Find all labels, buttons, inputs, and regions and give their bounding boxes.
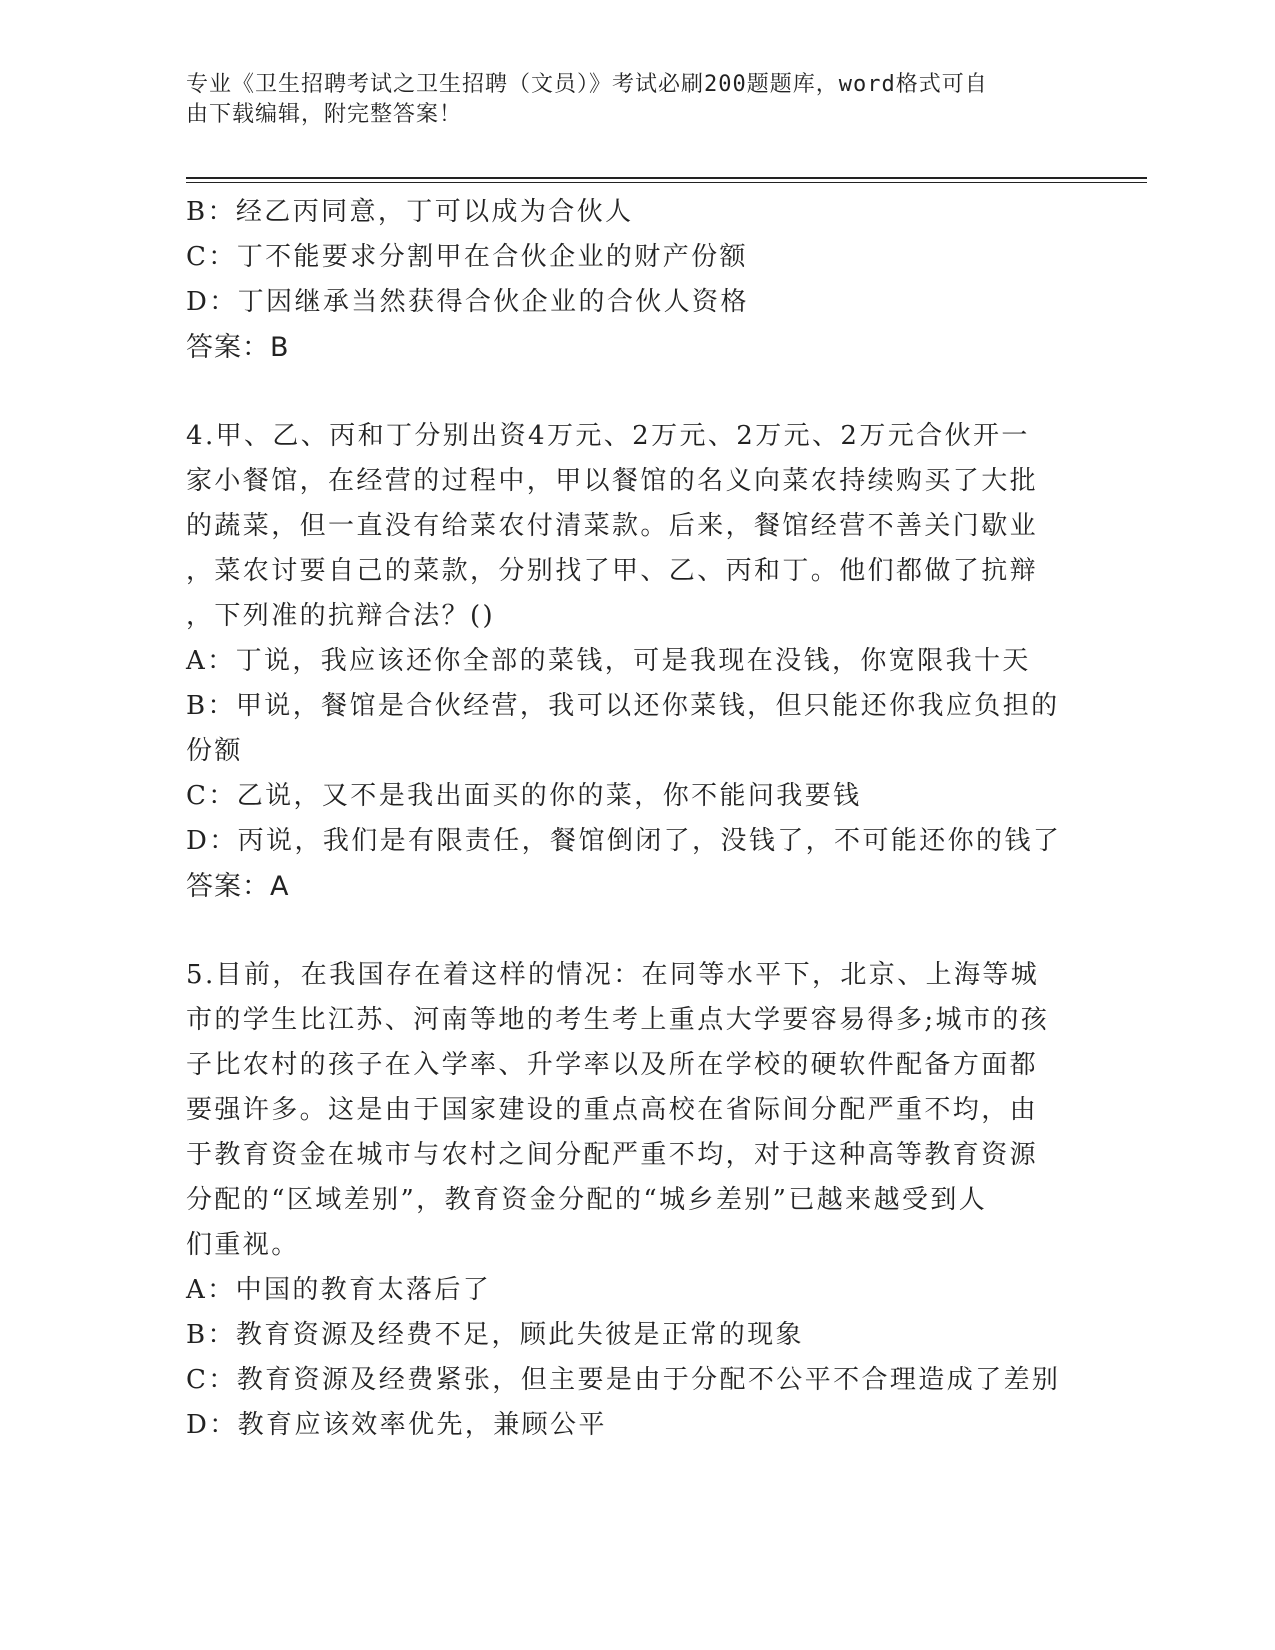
question-5: [186, 953, 1086, 1448]
q3-option-c: C：丁不能要求分割甲在合伙企业的财产份额: [186, 242, 748, 272]
question-4: [186, 414, 1086, 909]
q4-stem-line: 的蔬菜，但一直没有给菜农付清菜款。后来，餐馆经营不善关门歇业: [186, 511, 1039, 541]
q4-stem-line: ，菜农讨要自己的菜款，分别找了甲、乙、丙和丁。他们都做了抗辩: [186, 556, 1039, 586]
q5-stem-line: 分配的“区域差别”，教育资金分配的“城乡差别”已越来越受到人: [186, 1185, 988, 1215]
q3-answer: 答案：B: [186, 332, 290, 363]
section-gap: [186, 909, 1086, 953]
q4-option-a: A：丁说，我应该还你全部的菜钱，可是我现在没钱，你宽限我十天: [186, 646, 1031, 676]
q5-stem-line: 于教育资金在城市与农村之间分配严重不均，对于这种高等教育资源: [186, 1140, 1039, 1170]
q5-option-b: B：教育资源及经费不足，顾此失彼是正常的现象: [186, 1320, 804, 1350]
page-header: [186, 70, 1076, 130]
q3-option-b: B：经乙丙同意，丁可以成为合伙人: [186, 197, 634, 227]
q4-option-b-continued: 份额: [186, 736, 243, 766]
q4-answer: 答案：A: [186, 871, 290, 902]
section-gap: [186, 370, 1086, 414]
q3-option-d: D：丁因继承当然获得合伙企业的合伙人资格: [186, 287, 749, 317]
q5-option-c: C：教育资源及经费紧张，但主要是由于分配不公平不合理造成了差别: [186, 1365, 1061, 1395]
q4-stem-line: 家小餐馆，在经营的过程中，甲以餐馆的名义向菜农持续购买了大批: [186, 466, 1039, 496]
q5-stem-line: 子比农村的孩子在入学率、升学率以及所在学校的硬软件配备方面都: [186, 1050, 1039, 1080]
header-rule-thin: [186, 182, 1147, 183]
q4-option-c: C：乙说，又不是我出面买的你的菜，你不能问我要钱: [186, 781, 862, 811]
q5-stem-line: 要强许多。这是由于国家建设的重点高校在省际间分配严重不均，由: [186, 1095, 1039, 1125]
q4-stem-line: 4.甲、乙、丙和丁分别出资4万元、2万元、2万元、2万元合伙开一: [186, 421, 1030, 451]
q5-stem-line: 5.目前，在我国存在着这样的情况：在同等水平下，北京、上海等城: [186, 960, 1040, 990]
q5-option-d: D：教育应该效率优先，兼顾公平: [186, 1410, 607, 1440]
q4-option-b: B：甲说，餐馆是合伙经营，我可以还你菜钱，但只能还你我应负担的: [186, 691, 1060, 721]
q4-stem-line: ，下列准的抗辩合法？(): [186, 601, 496, 631]
header-line-1: 专业《卫生招聘考试之卫生招聘（文员）》考试必刷200题题库，word格式可自: [186, 72, 988, 97]
header-rule-thick: [186, 177, 1147, 179]
q5-stem-line: 市的学生比江苏、河南等地的考生考上重点大学要容易得多;城市的孩: [186, 1005, 1050, 1035]
header-line-2: 由下载编辑，附完整答案！: [186, 102, 463, 127]
q5-stem-line: 们重视。: [186, 1230, 300, 1260]
q4-option-d: D：丙说，我们是有限责任，餐馆倒闭了，没钱了，不可能还你的钱了: [186, 826, 1062, 856]
document-body: [186, 190, 1086, 1448]
question-3-tail: [186, 190, 1086, 370]
q5-option-a: A：中国的教育太落后了: [186, 1275, 492, 1305]
